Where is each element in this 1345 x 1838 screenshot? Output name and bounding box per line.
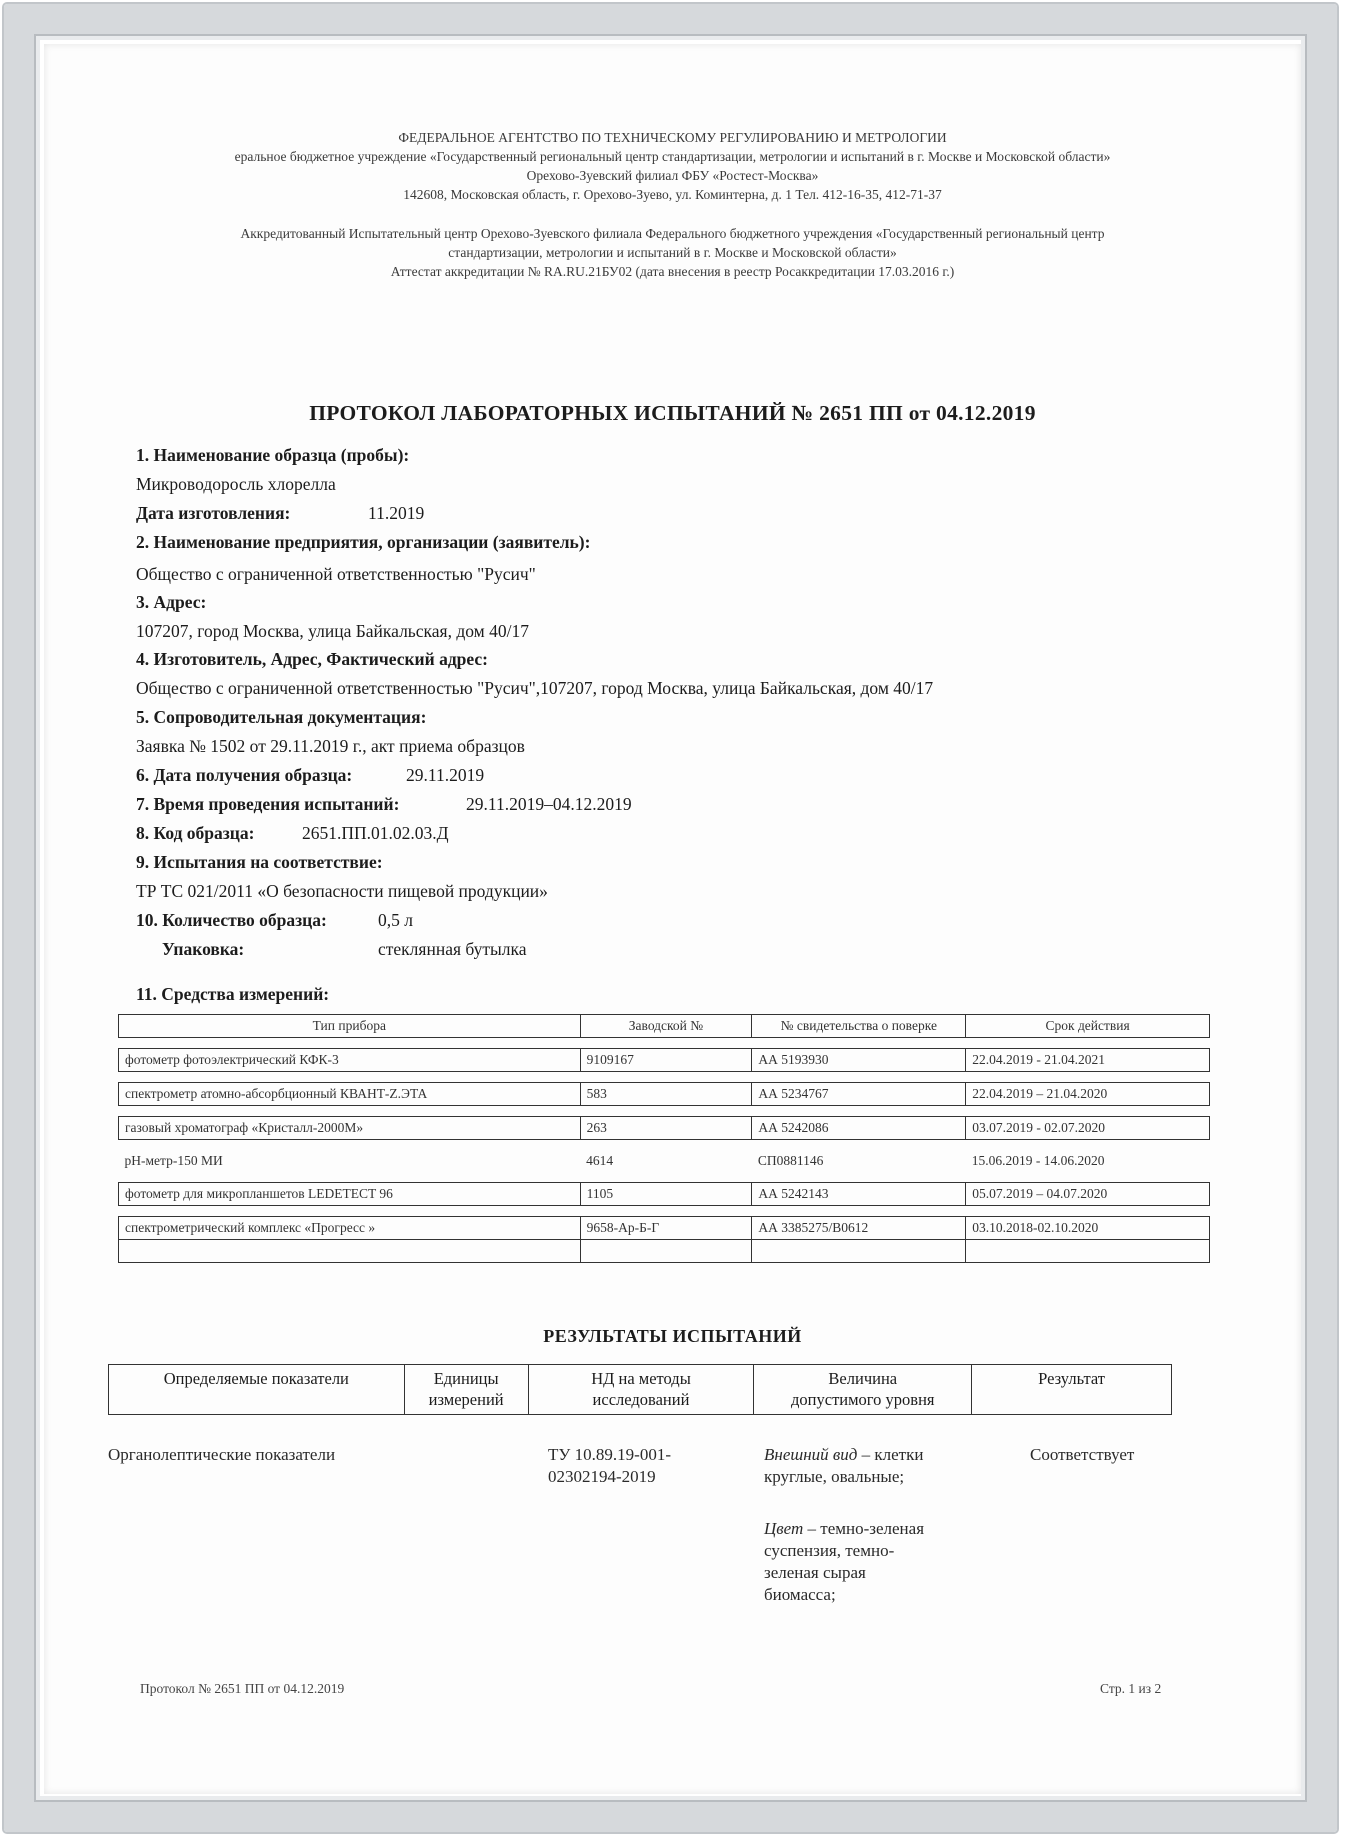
validity-period: 22.04.2019 – 21.04.2020	[966, 1083, 1210, 1106]
header-indicators: Определяемые показатели	[109, 1365, 405, 1415]
sample-code-value: 2651.ПП.01.02.03.Д	[302, 823, 449, 843]
serial-number: 9109167	[580, 1049, 752, 1072]
certificate-number: АА 5193930	[752, 1049, 966, 1072]
header-branch: Орехово-Зуевский филиал ФБУ «Ростест-Москва»	[526, 168, 819, 183]
receipt-date-value: 29.11.2019	[406, 765, 485, 785]
validity-period: 05.07.2019 – 04.07.2020	[966, 1183, 1210, 1206]
receipt-date-label: 6. Дата получения образца:	[136, 765, 353, 785]
header-methods: НД на методы исследований	[528, 1365, 754, 1415]
applicant-label: 2. Наименование предприятия, организации (заявитель):	[136, 532, 591, 552]
header-institution: еральное бюджетное учреждение «Государственный региональный центр стандартизации, метрологии и испытаний в г. Москве и Московской области»	[234, 149, 1111, 164]
serial-number: 583	[580, 1083, 752, 1106]
instrument-type: рН-метр-150 МИ	[124, 1153, 223, 1168]
manufacture-date-label: Дата изготовления:	[136, 503, 291, 523]
applicant-value: Общество с ограниченной ответственностью "Русич"	[136, 564, 536, 584]
test-period-label: 7. Время проведения испытаний:	[136, 794, 400, 814]
header-result: Результат	[972, 1365, 1172, 1415]
header-validity-period: Срок действия	[966, 1015, 1210, 1038]
instrument-type: фотометр для микропланшетов LEDETECT 96	[119, 1183, 581, 1206]
test-period-value: 29.11.2019–04.12.2019	[466, 794, 632, 814]
conformity-label: 9. Испытания на соответствие:	[136, 852, 383, 872]
manufacture-date-value: 11.2019	[368, 503, 425, 523]
table-row	[119, 1083, 1210, 1106]
packaging-label: Упаковка:	[162, 939, 245, 959]
instrument-type: спектрометрический комплекс «Прогресс »	[119, 1217, 581, 1240]
permissible-appearance: Внешний вид – клетки круглые, овальные;	[764, 1445, 924, 1487]
manufacturer-value: Общество с ограниченной ответственностью "Русич",107207, город Москва, улица Байкальская, дом 40/17	[136, 678, 934, 698]
results-table	[108, 1364, 1172, 1415]
result-value: Соответствует	[1030, 1445, 1135, 1464]
table-row	[119, 1150, 1210, 1172]
color-label: Цвет	[764, 1519, 804, 1538]
table-row	[119, 1117, 1210, 1140]
certificate-number	[752, 1240, 966, 1263]
quantity-label: 10. Количество образца:	[136, 910, 327, 930]
documentation-value: Заявка № 1502 от 29.11.2019 г., акт приема образцов	[136, 736, 525, 756]
header-units: Единицы измерений	[404, 1365, 528, 1415]
serial-number: 263	[580, 1117, 752, 1140]
header-agency: ФЕДЕРАЛЬНОЕ АГЕНТСТВО ПО ТЕХНИЧЕСКОМУ РЕГУЛИРОВАНИЮ И МЕТРОЛОГИИ	[398, 130, 947, 145]
certificate-number: АА 5242086	[752, 1117, 966, 1140]
accreditation-certificate: Аттестат аккредитации № RA.RU.21БУ02 (дата внесения в реестр Росаккредитации 17.03.2016 г.)	[390, 264, 955, 279]
validity-period	[966, 1240, 1210, 1263]
manufacturer-label: 4. Изготовитель, Адрес, Фактический адрес:	[136, 649, 488, 669]
serial-number	[580, 1240, 752, 1263]
results-header-row	[109, 1365, 1172, 1415]
results-title: РЕЗУЛЬТАТЫ ИСПЫТАНИЙ	[543, 1326, 802, 1346]
packaging-value: стеклянная бутылка	[378, 939, 527, 959]
header-certificate-number: № свидетельства о поверке	[752, 1015, 966, 1038]
documentation-label: 5. Сопроводительная документация:	[136, 707, 427, 727]
instrument-type: спектрометр атомно-абсорбционный КВАНТ-Z.ЭТА	[119, 1083, 581, 1106]
validity-period: 03.10.2018-02.10.2020	[966, 1217, 1210, 1240]
sample-code-label: 8. Код образца:	[136, 823, 255, 843]
address-value: 107207, город Москва, улица Байкальская, дом 40/17	[136, 621, 529, 641]
validity-period: 15.06.2019 - 14.06.2020	[971, 1153, 1105, 1168]
table-row	[119, 1217, 1210, 1240]
protocol-title: ПРОТОКОЛ ЛАБОРАТОРНЫХ ИСПЫТАНИЙ № 2651 ПП от 04.12.2019	[309, 401, 1036, 425]
quantity-value: 0,5 л	[378, 910, 413, 930]
header-serial-number: Заводской №	[580, 1015, 752, 1038]
header-instrument-type: Тип прибора	[119, 1015, 581, 1038]
validity-period: 03.07.2019 - 02.07.2020	[966, 1117, 1210, 1140]
method-reference: ТУ 10.89.19-001- 02302194-2019	[548, 1445, 671, 1487]
indicator-organoleptic: Органолептические показатели	[108, 1445, 336, 1464]
certificate-number: АА 5242143	[752, 1183, 966, 1206]
certificate-number: АА 5234767	[752, 1083, 966, 1106]
sample-name-label: 1. Наименование образца (пробы):	[136, 445, 410, 465]
permissible-color: Цвет – темно-зеленая суспензия, темно- зеленая сырая биомасса;	[764, 1519, 925, 1605]
instruments-header-row	[119, 1015, 1210, 1038]
certificate-number: СП0881146	[757, 1153, 824, 1168]
instruments-table	[118, 1014, 1210, 1263]
instrument-type: фотометр фотоэлектрический КФК-3	[119, 1049, 581, 1072]
footer-page-number: Стр. 1 из 2	[1100, 1681, 1162, 1696]
accreditation-line-1: Аккредитованный Испытательный центр Орехово-Зуевского филиала Федерального бюджетного учреждения «Государственный региональный центр	[240, 226, 1105, 241]
serial-number: 4614	[586, 1153, 614, 1168]
table-row	[119, 1183, 1210, 1206]
serial-number: 1105	[580, 1183, 752, 1206]
instrument-type	[119, 1240, 581, 1263]
header-permissible-level: Величина допустимого уровня	[754, 1365, 972, 1415]
address-label: 3. Адрес:	[136, 592, 207, 612]
table-row	[119, 1049, 1210, 1072]
serial-number: 9658-Ар-Б-Г	[580, 1217, 752, 1240]
instrument-type: газовый хроматограф «Кристалл-2000М»	[119, 1117, 581, 1140]
sample-name-value: Микроводоросль хлорелла	[136, 474, 336, 494]
header-address: 142608, Московская область, г. Орехово-Зуево, ул. Коминтерна, д. 1 Тел. 412-16-35, 412-71-37	[403, 187, 942, 202]
certificate-number: АА 3385275/В0612	[752, 1217, 966, 1240]
validity-period: 22.04.2019 - 21.04.2021	[966, 1049, 1210, 1072]
instruments-label: 11. Средства измерений:	[136, 984, 330, 1004]
footer-protocol-ref: Протокол № 2651 ПП от 04.12.2019	[140, 1681, 345, 1696]
appearance-label: Внешний вид	[764, 1445, 858, 1464]
conformity-value: ТР ТС 021/2011 «О безопасности пищевой продукции»	[136, 881, 548, 901]
accreditation-line-2: стандартизации, метрологии и испытаний в г. Москве и Московской области»	[448, 245, 897, 260]
table-row-empty	[119, 1240, 1210, 1263]
